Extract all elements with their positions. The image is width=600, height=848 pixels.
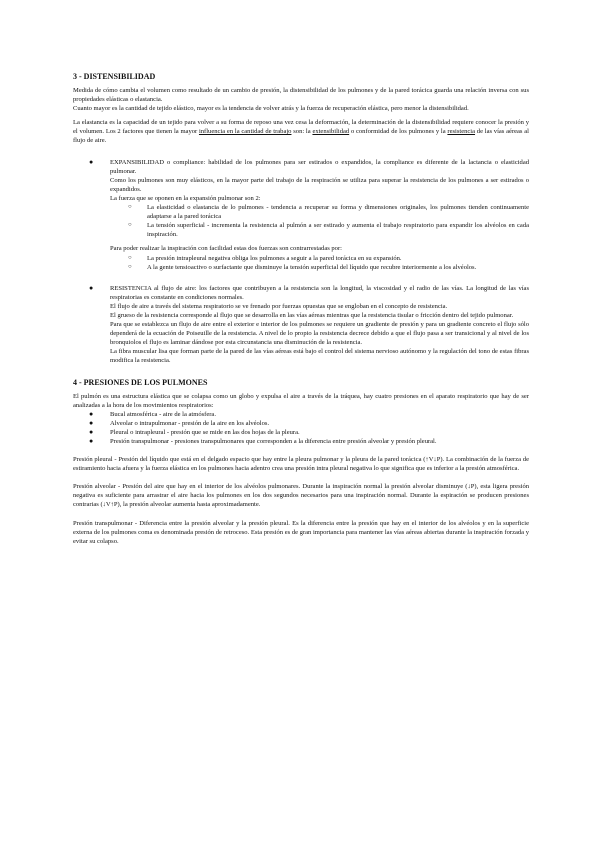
list-item: [73, 437, 529, 446]
list-item: [73, 410, 529, 419]
bullet-2-p1: El flujo de aire a través del sistema respiratorio se ve frenado por fuerzas opuestas que se engloban en el concepto de resistencia.: [110, 302, 448, 310]
bullet-1-title: EXPANSIBILIDAD o compliance: habilidad de los pulmones para ser estirados o expandidos, la compliance es diferente de la lactancia o elasticidad pulmonar.: [110, 158, 529, 175]
elastance-text-b: son: la: [291, 128, 313, 136]
sub-bullet-3-text: La presión intrapleural negativa obliga los pulmones a seguir a la pared torácica en su expansión.: [147, 254, 402, 262]
bullet-icon: ●: [89, 418, 94, 427]
bullet-1-p3: Para poder realizar la inspiración con facilidad estas dos fuerzas son contrarrestadas por:: [110, 245, 342, 253]
document-page: [73, 72, 529, 546]
sub-bullet-4-text: A la gente tensioactivo o surfactante que disminuye la tensión superficial del líquido que recubre interiormente a los alvéolos.: [147, 263, 477, 271]
circle-bullet-icon: ○: [128, 204, 132, 211]
sub-bullet-3: [73, 254, 529, 263]
list-item: [73, 428, 529, 437]
elastance-paragraph: [73, 118, 529, 145]
list-item-text: Pleural o intrapleural - presión que se mide en las dos hojas de la pleura.: [110, 428, 300, 436]
transpulmonar-paragraph: Presión transpulmonar - Diferencia entre la presión alveolar y la presión pleural. Es la diferencia entre la presión que hay en el interior de los alvéolos y en la superficie externa de los pulmones coma es denominada presión de retroceso. Esta presión es de gran importancia para mantener las vías aéreas abiertas durante la inspiración forzada y evitar su colapso.: [73, 519, 529, 545]
list-item: [73, 419, 529, 428]
bullet-icon: ●: [89, 283, 94, 292]
circle-bullet-icon: ○: [128, 222, 132, 229]
bullet-1-p1: Como los pulmones son muy elásticos, en la mayor parte del trabajo de la respiración se utiliza para superar la resistencia de los pulmones a ser estirados o expandidos.: [110, 176, 529, 193]
elastance-underline-1: influencia en la cantidad de trabajo: [198, 128, 292, 136]
bullet-expansibilidad: [73, 158, 529, 203]
elastance-text-d: de las vías aéreas al flujo de aire.: [73, 128, 529, 145]
elastance-text-a: La elastancia es la capacidad de un tejido para volver a su forma de reposo una vez cesa la deformación, la determinación de la distensibilidad requiere conocer la presión y el volumen. Los 2 factores que tienen la mayor: [73, 119, 529, 136]
bullet-icon: ●: [89, 437, 94, 445]
elastance-text-c: o conformidad de los pulmones y la: [349, 128, 448, 136]
bullet-2-p4: La fibra muscular lisa que forman parte de la pared de las vías aéreas está bajo el control del sistema nervioso autónomo y la regulación del tono de estas fibras modifica la resistencia.: [110, 348, 529, 365]
section-3-intro-2: Cuanto mayor es la cantidad de tejido elástico, mayor es la tendencia de volver atrás y la fuerza de recuperación elástica, pero menor la distensibilidad.: [73, 105, 469, 113]
elastance-underline-2: extensibilidad: [312, 128, 350, 136]
bullet-1-p2: La fuerza que se oponen en la expansión pulmonar son 2:: [110, 194, 261, 202]
bullet-2-p3: Para que se establezca un flujo de aire entre el exterior e interior de los pulmones se requiere un gradiente de presión y para un gradiente concreto el flujo sólo dependerá de la ecuación de Poiseuille de la resistencia. A nivel de lo propio la resistencia decrece debido a que el flujo pasa a ser transicional y al nivel de los bronquiolos el flujo es laminar dándose por esta circunstancia una disminución de la resistencia.: [110, 321, 529, 347]
bullet-icon: ●: [89, 427, 94, 436]
circle-bullet-icon: ○: [128, 263, 132, 270]
bullet-icon: ●: [89, 409, 94, 418]
bullet-2-title: RESISTENCIA al flujo de aire: los factores que contribuyen a la resistencia son la longitud, la viscosidad y el radio de las vías. La longitud de las vías respiratorias es constante en condiciones normales.: [110, 284, 529, 301]
list-item-text: Alveolar o intrapulmonar - presión de la aire en los alvéolos.: [110, 419, 270, 427]
sub-bullet-2: [73, 221, 529, 239]
pleural-paragraph: Presión pleural - Presión del líquido que está en el delgado espacio que hay entre la pleura pulmonar y la pleura de la pared torácica (↑V↓P). La combinación de la fuerza de estiramiento hacia afuera y la fuerza elástica en los pulmones hacia adentro crea una presión intra pleural negativa lo que significa que es inferior a la presión atmosférica.: [73, 456, 529, 473]
alveolar-paragraph: Presión alveolar - Presión del aire que hay en el interior de los alvéolos pulmonares. Durante la inspiración normal la presión alveolar disminuye (↓P), esta ligera presión negativa es suficiente para arrastrar el aire hacia los pulmones en los dos segundos necesarios para una inspiración normal. Durante la espiración se producen presiones contrarias (↓V↑P), la presión alveolar aumenta hasta aproximadamente.: [73, 483, 529, 509]
elastance-underline-3: resistencia: [447, 128, 476, 136]
sub-bullet-4: [73, 263, 529, 272]
section-4-title: 4 - PRESIONES DE LOS PULMONES: [73, 377, 208, 387]
section-3-title: 3 - DISTENSIBILIDAD: [73, 72, 156, 81]
sub-bullet-1: [73, 203, 529, 221]
section-3-intro-1: Medida de cómo cambia el volumen como resultado de un cambio de presión, la distensibilidad de los pulmones y de la pared torácica guarda una relación inversa con sus propiedades elásticas o elastancia.: [73, 87, 529, 104]
bullet-2-p2: El grueso de la resistencia corresponde al flujo que se desarrolla en las vías aéreas mientras que la resistencia tisular o fricción dentro del tejido pulmonar.: [110, 311, 514, 319]
sub-bullet-2-text: La tensión superficial - incrementa la resistencia al pulmón a ser estirado y aumenta el trabajo respiratorio para expandir los alvéolos en cada inspiración.: [147, 222, 529, 239]
sub-bullet-1-text: La elasticidad o elastancia de lo pulmones - tendencia a recuperar su forma y dimensiones originales, los pulmones tienden continuamente adaptarse a la pared torácica: [147, 204, 529, 221]
list-item-text: Bucal atmosférica - aire de la atmósfera.: [110, 410, 216, 418]
circle-bullet-icon: ○: [128, 254, 132, 261]
bullet-resistencia: [73, 284, 529, 366]
bullet-icon: ●: [89, 157, 94, 166]
list-item-text: Presión transpulmonar - presiones transpulmonares que corresponden a la diferencia entre presión alveolar y presión pleural.: [110, 438, 437, 445]
section-4-intro: El pulmón es una estructura elástica que se colapsa como un globo y expulsa el aire a través de la tráquea, hay cuatro presiones en el aparato respiratorio que hay de ser analizadas a la hora de los movimientos respiratorios:: [73, 392, 529, 409]
